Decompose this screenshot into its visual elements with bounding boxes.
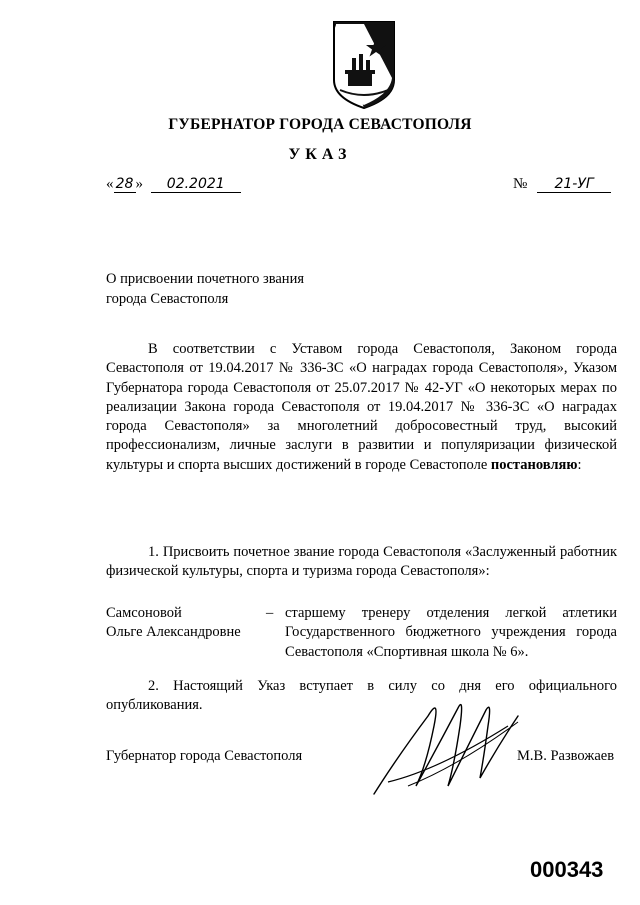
handwritten-signature-icon (368, 686, 528, 798)
item-1-paragraph: 1. Присвоить почетное звание города Севастополя «Заслуженный работник физической культуры, спорта и туризма города Севастополя»: (106, 544, 617, 580)
number-label: № (513, 176, 528, 192)
date-day: 28 (114, 176, 136, 193)
signatory-position: Губернатор города Севастополя (106, 748, 303, 764)
registration-number: 000343 (530, 857, 604, 882)
awardee-position: старшему тренеру отделения легкой атлетики Государственного бюджетного учреждения города Севастополя «Спортивная школа № 6». (285, 605, 617, 660)
subject-line-1: О присвоении почетного звания (106, 271, 304, 287)
document-type: УКАЗ (288, 146, 352, 163)
date-open-quote: « (106, 176, 114, 192)
subject-line-2: города Севастополя (106, 290, 229, 307)
date-close-quote: » (135, 176, 143, 192)
document-number (513, 176, 611, 193)
number-value: 21-УГ (537, 176, 611, 193)
preamble-paragraph (106, 340, 617, 475)
organization-title: ГУБЕРНАТОР ГОРОДА СЕВАСТОПОЛЯ (168, 116, 472, 133)
preamble-text: В соответствии с Уставом города Севастополя, Законом города Севастополя от 19.04.2017 № 336-ЗС «О наградах города Севастополя», Указом Губернатора города Севастополя от 25.07.2017 № 42-УГ «О некоторых мерах по реализации Закона города Севастополя от 19.04.2017 № 336-ЗС «О наградах города Севастополя» за многолетний добросовестный труд, высокий профессионализм, личные заслуги в развитии и популяризации физической культуры и спорта высших достижений в городе Севастополе (106, 341, 617, 473)
coat-of-arms-icon (330, 18, 398, 110)
document-date (106, 176, 241, 193)
awardee-dash: – (266, 605, 274, 621)
awardee-name (106, 604, 241, 643)
signatory-name: М.В. Развожаев (517, 748, 615, 764)
item-2-paragraph: 2. Настоящий Указ вступает в силу со дня его официального опубликования. (106, 678, 617, 714)
decree-word: постановляю (490, 456, 578, 473)
awardee-given-name: Ольге Александровне (106, 624, 241, 641)
date-month-year: 02.2021 (151, 176, 241, 193)
awardee-surname: Самсоновой (106, 605, 182, 621)
document-subject (106, 270, 304, 309)
preamble-end: : (577, 456, 582, 473)
